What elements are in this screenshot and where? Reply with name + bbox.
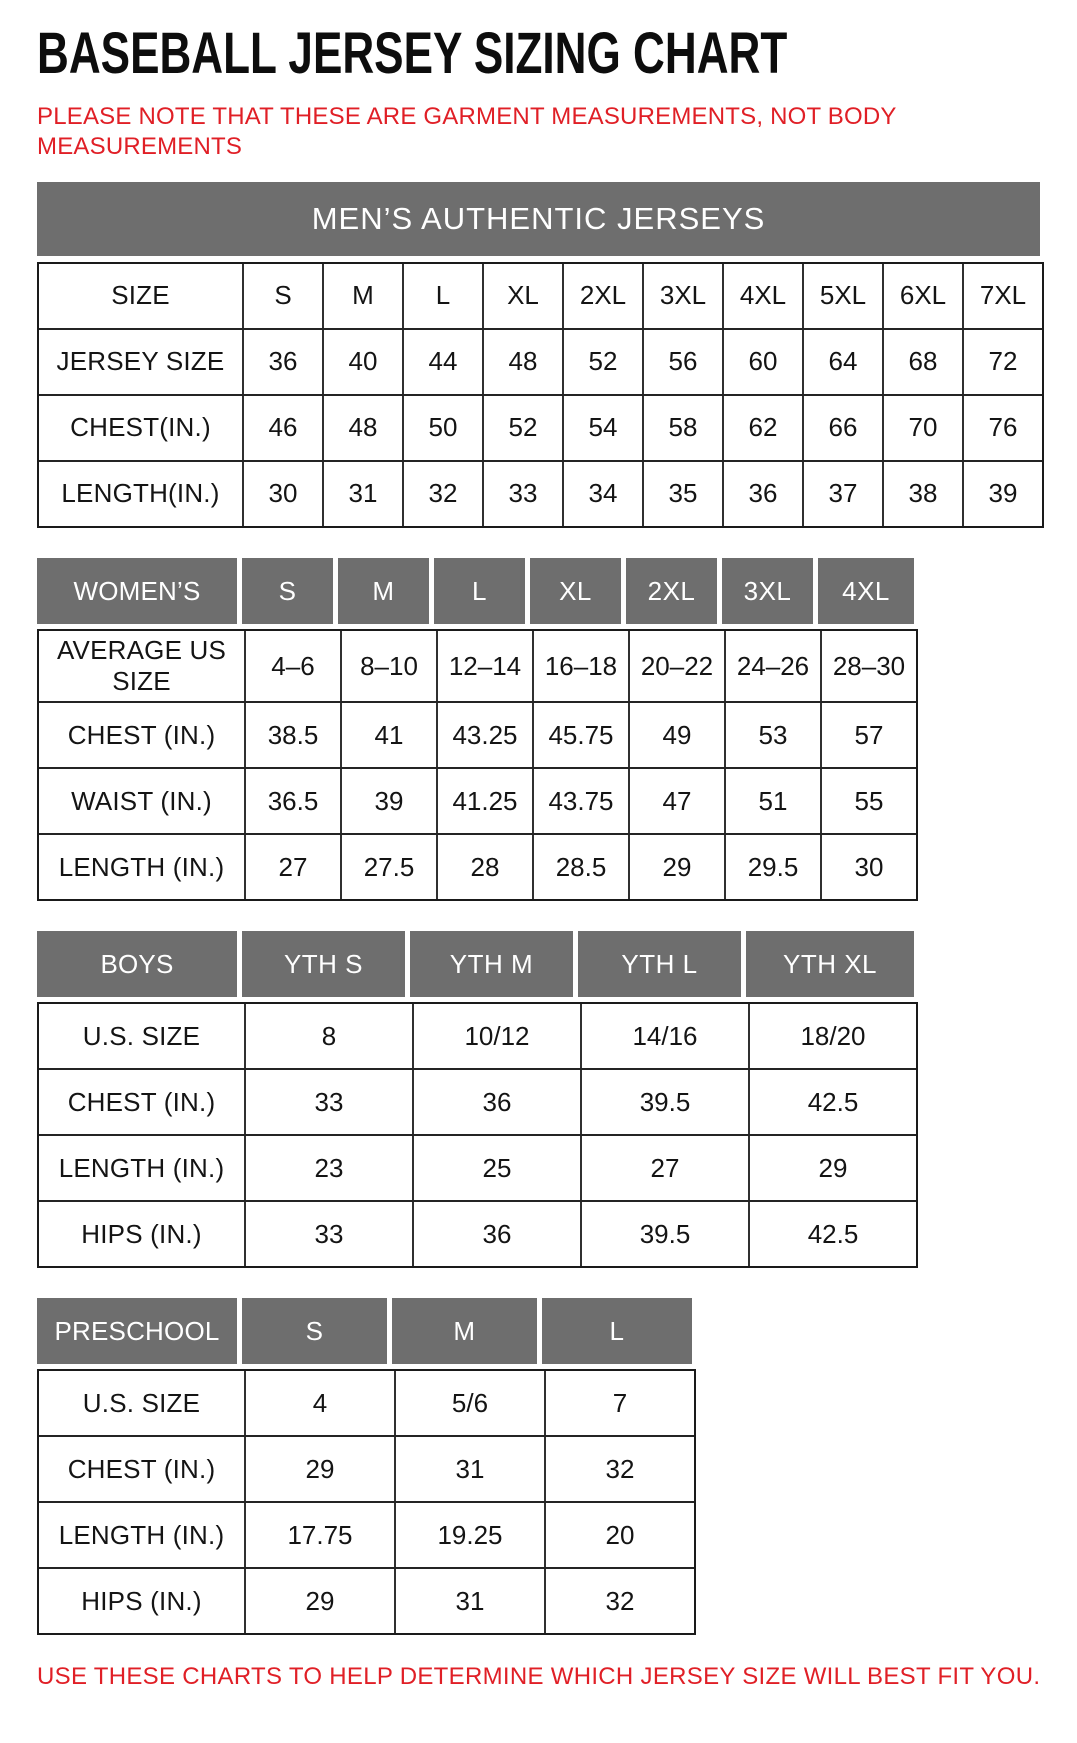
column-header-cell: 3XL	[642, 264, 722, 328]
column-header-cell: 4XL	[818, 558, 914, 624]
table-row	[39, 1068, 916, 1134]
value-cell: 52	[482, 396, 562, 460]
row-label-cell: LENGTH (IN.)	[39, 1503, 244, 1567]
value-cell: 66	[802, 396, 882, 460]
value-cell: 31	[322, 462, 402, 526]
value-cell: 30	[242, 462, 322, 526]
value-cell: 36.5	[244, 769, 340, 833]
value-cell: 30	[820, 835, 916, 899]
value-cell: 8–10	[340, 631, 436, 701]
value-cell: 44	[402, 330, 482, 394]
table-row	[39, 1134, 916, 1200]
value-cell: 4–6	[244, 631, 340, 701]
mens-sizing-table	[37, 182, 1077, 528]
row-label-cell: JERSEY SIZE	[39, 330, 242, 394]
column-header-cell: S	[242, 1298, 392, 1364]
value-cell: 28.5	[532, 835, 628, 899]
value-cell: 29	[244, 1569, 394, 1633]
table-title-header-cell: BOYS	[37, 931, 242, 997]
value-cell: 29	[244, 1437, 394, 1501]
column-header-cell: 4XL	[722, 264, 802, 328]
row-label-cell: CHEST (IN.)	[39, 703, 244, 767]
table-body	[37, 262, 1044, 528]
row-label-cell: CHEST (IN.)	[39, 1070, 244, 1134]
value-cell: 34	[562, 462, 642, 526]
value-cell: 8	[244, 1004, 412, 1068]
value-cell: 55	[820, 769, 916, 833]
value-cell: 33	[482, 462, 562, 526]
value-cell: 32	[544, 1569, 694, 1633]
value-cell: 58	[642, 396, 722, 460]
value-cell: 48	[322, 396, 402, 460]
value-cell: 70	[882, 396, 962, 460]
column-header-cell: YTH M	[410, 931, 578, 997]
value-cell: 36	[242, 330, 322, 394]
value-cell: 39.5	[580, 1202, 748, 1266]
value-cell: 50	[402, 396, 482, 460]
table-body	[37, 1369, 696, 1635]
table-row	[39, 767, 916, 833]
value-cell: 5/6	[394, 1371, 544, 1435]
column-header-cell: L	[434, 558, 530, 624]
value-cell: 24–26	[724, 631, 820, 701]
value-cell: 10/12	[412, 1004, 580, 1068]
row-label-cell: HIPS (IN.)	[39, 1202, 244, 1266]
value-cell: 35	[642, 462, 722, 526]
value-cell: 57	[820, 703, 916, 767]
column-header-cell: M	[338, 558, 434, 624]
value-cell: 4	[244, 1371, 394, 1435]
table-body	[37, 1002, 918, 1268]
value-cell: 16–18	[532, 631, 628, 701]
value-cell: 64	[802, 330, 882, 394]
value-cell: 49	[628, 703, 724, 767]
table-title-header-cell: PRESCHOOL	[37, 1298, 242, 1364]
value-cell: 48	[482, 330, 562, 394]
column-header-cell: 7XL	[962, 264, 1042, 328]
table-title-header-cell: SIZE	[39, 264, 242, 328]
value-cell: 25	[412, 1136, 580, 1200]
value-cell: 62	[722, 396, 802, 460]
column-header-cell: M	[392, 1298, 542, 1364]
table-header-row	[37, 558, 914, 624]
row-label-cell: CHEST (IN.)	[39, 1437, 244, 1501]
table-row	[39, 394, 1042, 460]
value-cell: 20	[544, 1503, 694, 1567]
value-cell: 42.5	[748, 1202, 916, 1266]
value-cell: 38.5	[244, 703, 340, 767]
value-cell: 32	[544, 1437, 694, 1501]
table-row	[39, 1200, 916, 1266]
value-cell: 45.75	[532, 703, 628, 767]
value-cell: 23	[244, 1136, 412, 1200]
value-cell: 31	[394, 1437, 544, 1501]
page-title: BASEBALL JERSEY SIZING CHART	[37, 21, 788, 86]
value-cell: 41	[340, 703, 436, 767]
value-cell: 29	[748, 1136, 916, 1200]
value-cell: 19.25	[394, 1503, 544, 1567]
table-title-header-cell: WOMEN’S	[37, 558, 242, 624]
row-label-cell: HIPS (IN.)	[39, 1569, 244, 1633]
value-cell: 28–30	[820, 631, 916, 701]
column-header-cell: 3XL	[722, 558, 818, 624]
value-cell: 47	[628, 769, 724, 833]
value-cell: 43.25	[436, 703, 532, 767]
value-cell: 27	[244, 835, 340, 899]
value-cell: 43.75	[532, 769, 628, 833]
value-cell: 51	[724, 769, 820, 833]
value-cell: 28	[436, 835, 532, 899]
measurement-note: PLEASE NOTE THAT THESE ARE GARMENT MEASUREMENTS, NOT BODY MEASUREMENTS	[37, 103, 897, 160]
value-cell: 33	[244, 1202, 412, 1266]
column-header-cell: M	[322, 264, 402, 328]
preschool-sizing-table	[37, 1298, 1077, 1635]
value-cell: 20–22	[628, 631, 724, 701]
row-label-cell: AVERAGE US SIZE	[39, 631, 244, 701]
value-cell: 36	[412, 1070, 580, 1134]
value-cell: 12–14	[436, 631, 532, 701]
value-cell: 31	[394, 1569, 544, 1633]
row-label-cell: WAIST (IN.)	[39, 769, 244, 833]
value-cell: 46	[242, 396, 322, 460]
table-row	[39, 328, 1042, 394]
value-cell: 29.5	[724, 835, 820, 899]
row-label-cell: U.S. SIZE	[39, 1371, 244, 1435]
mens-table-banner: MEN’S AUTHENTIC JERSEYS	[37, 182, 1040, 256]
value-cell: 32	[402, 462, 482, 526]
value-cell: 42.5	[748, 1070, 916, 1134]
value-cell: 40	[322, 330, 402, 394]
column-header-cell: 2XL	[562, 264, 642, 328]
column-header-cell: 2XL	[626, 558, 722, 624]
table-header-row	[37, 931, 914, 997]
row-label-cell: LENGTH(IN.)	[39, 462, 242, 526]
table-row	[39, 833, 916, 899]
value-cell: 37	[802, 462, 882, 526]
column-header-cell: L	[402, 264, 482, 328]
footer-note: USE THESE CHARTS TO HELP DETERMINE WHICH JERSEY SIZE WILL BEST FIT YOU.	[37, 1663, 1041, 1691]
column-header-cell: S	[242, 558, 338, 624]
value-cell: 27.5	[340, 835, 436, 899]
value-cell: 36	[722, 462, 802, 526]
value-cell: 38	[882, 462, 962, 526]
column-header-cell: L	[542, 1298, 692, 1364]
table-row	[39, 1435, 694, 1501]
row-label-cell: CHEST(IN.)	[39, 396, 242, 460]
boys-sizing-table	[37, 931, 1077, 1268]
value-cell: 52	[562, 330, 642, 394]
row-label-cell: LENGTH (IN.)	[39, 1136, 244, 1200]
table-header-row	[37, 1298, 692, 1364]
table-row	[39, 1004, 916, 1068]
value-cell: 14/16	[580, 1004, 748, 1068]
value-cell: 29	[628, 835, 724, 899]
column-header-cell: S	[242, 264, 322, 328]
value-cell: 56	[642, 330, 722, 394]
value-cell: 72	[962, 330, 1042, 394]
value-cell: 53	[724, 703, 820, 767]
table-row	[39, 1371, 694, 1435]
value-cell: 68	[882, 330, 962, 394]
column-header-cell: 6XL	[882, 264, 962, 328]
row-label-cell: U.S. SIZE	[39, 1004, 244, 1068]
column-header-cell: YTH L	[578, 931, 746, 997]
value-cell: 41.25	[436, 769, 532, 833]
value-cell: 60	[722, 330, 802, 394]
table-row	[39, 1501, 694, 1567]
column-header-cell: XL	[530, 558, 626, 624]
column-header-cell: 5XL	[802, 264, 882, 328]
value-cell: 54	[562, 396, 642, 460]
table-row	[39, 631, 916, 701]
row-label-cell: LENGTH (IN.)	[39, 835, 244, 899]
value-cell: 76	[962, 396, 1042, 460]
value-cell: 39.5	[580, 1070, 748, 1134]
column-header-cell: YTH XL	[746, 931, 914, 997]
column-header-cell: XL	[482, 264, 562, 328]
table-row	[39, 701, 916, 767]
womens-sizing-table	[37, 558, 1077, 901]
value-cell: 39	[962, 462, 1042, 526]
value-cell: 7	[544, 1371, 694, 1435]
value-cell: 39	[340, 769, 436, 833]
value-cell: 17.75	[244, 1503, 394, 1567]
column-header-cell: YTH S	[242, 931, 410, 997]
value-cell: 18/20	[748, 1004, 916, 1068]
table-header-row	[39, 264, 1042, 328]
table-row	[39, 1567, 694, 1633]
value-cell: 36	[412, 1202, 580, 1266]
value-cell: 27	[580, 1136, 748, 1200]
table-row	[39, 460, 1042, 526]
value-cell: 33	[244, 1070, 412, 1134]
table-body	[37, 629, 918, 901]
